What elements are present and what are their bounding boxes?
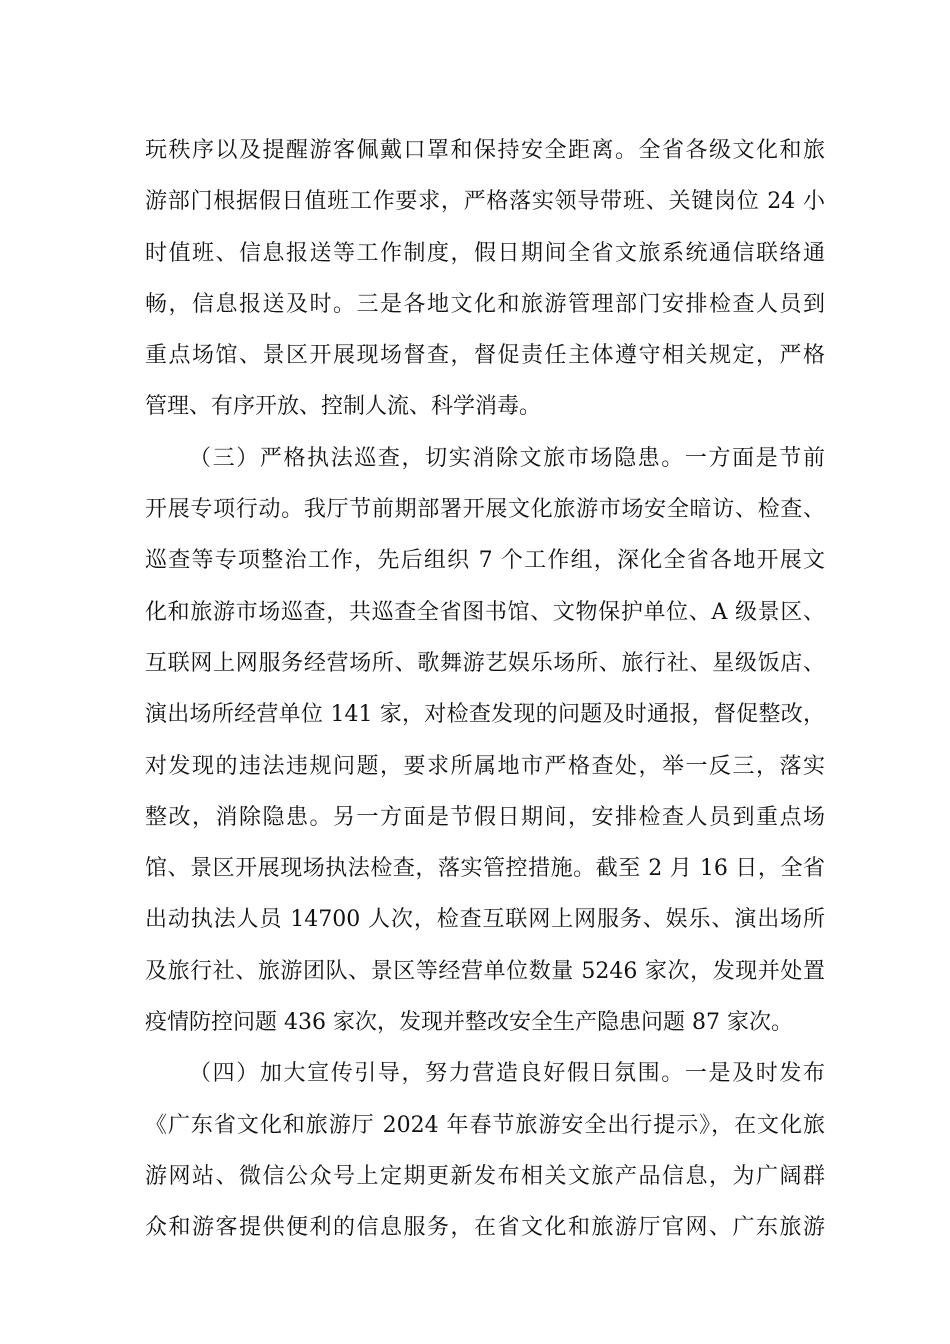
text-line: 管理、有序开放、控制人流、科学消毒。 [145,394,542,420]
text-line: 《广东省文化和旅游厅 2024 年春节旅游安全出行提示》，在文化旅 [145,1112,825,1138]
text-line: 馆、景区开展现场执法检查，落实管控措施。截至 2 月 16 日，全省 [145,856,825,882]
text-line: 畅，信息报送及时。三是各地文化和旅游管理部门安排检查人员到 [145,291,825,317]
text-line: 玩秩序以及提醒游客佩戴口罩和保持安全距离。全省各级文化和旅 [145,138,825,163]
text-line: 出动执法人员 14700 人次，检查互联网上网服务、娱乐、演出场所 [145,907,825,933]
text-line: 对发现的违法违规问题，要求所属地市严格查处，举一反三，落实 [145,753,825,779]
text-line: 整改，消除隐患。另一方面是节假日期间，安排检查人员到重点场 [145,804,825,830]
text-line: 互联网上网服务经营场所、歌舞游艺娱乐场所、旅行社、星级饭店、 [145,650,825,676]
body-text [145,125,825,1254]
text-line: 及旅行社、旅游团队、景区等经营单位数量 5246 家次，发现并处置 [145,958,825,984]
text-line: 游网站、微信公众号上定期更新发布相关文旅产品信息，为广阔群 [145,1163,825,1189]
section-heading-line: （三）严格执法巡查，切实消除文旅市场隐患。一方面是节前 [189,445,825,471]
text-line: 演出场所经营单位 141 家，对检查发现的问题及时通报，督促整改， [145,702,825,728]
section-heading-line: （四）加大宣传引导，努力营造良好假日氛围。一是及时发布 [189,1061,825,1087]
text-line: 疫情防控问题 436 家次，发现并整改安全生产隐患问题 87 家次。 [145,1010,793,1036]
text-line: 重点场馆、景区开展现场督查，督促责任主体遵守相关规定，严格 [145,343,825,369]
text-line: 开展专项行动。我厅节前期部署开展文化旅游市场安全暗访、检查、 [145,497,825,523]
text-line: 时值班、信息报送等工作制度，假日期间全省文旅系统通信联络通 [145,240,825,266]
text-line: 众和游客提供便利的信息服务，在省文化和旅游厅官网、广东旅游 [145,1215,825,1241]
text-line: 巡查等专项整治工作，先后组织 7 个工作组，深化全省各地开展文 [145,548,825,574]
text-line: 游部门根据假日值班工作要求，严格落实领导带班、关键岗位 24 小 [145,189,825,215]
text-line: 化和旅游市场巡查，共巡查全省图书馆、文物保护单位、A 级景区、 [145,599,825,625]
